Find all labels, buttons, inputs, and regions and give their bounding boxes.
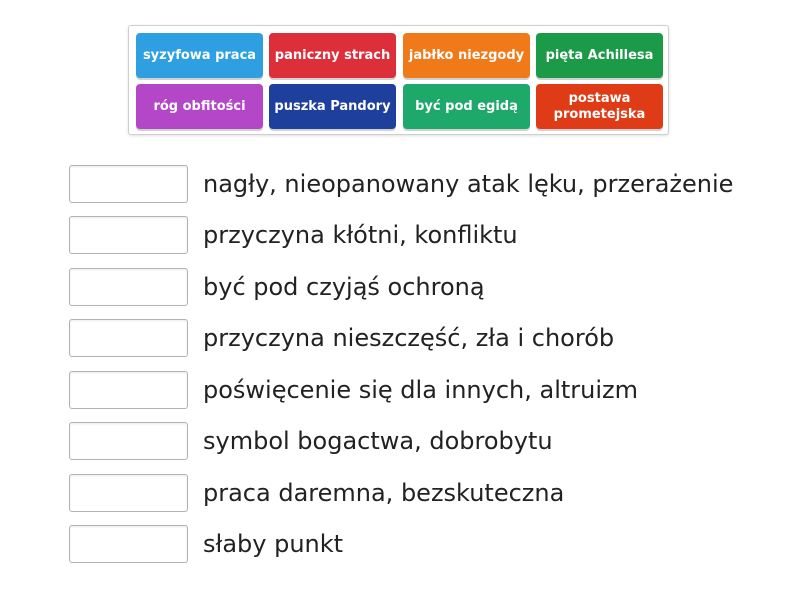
tile-postawa-prometejska[interactable]: postawa prometejska: [536, 84, 663, 129]
definition-5: poświęcenie się dla innych, altruizm: [203, 376, 638, 404]
drop-slot-1[interactable]: [69, 165, 188, 203]
match-row-8: [69, 524, 343, 564]
definition-7: praca daremna, bezskuteczna: [203, 479, 565, 507]
definition-3: być pod czyjąś ochroną: [203, 273, 485, 301]
match-row-4: [69, 318, 614, 358]
drop-slot-4[interactable]: [69, 319, 188, 357]
drop-slot-2[interactable]: [69, 216, 188, 254]
answer-bank: [128, 25, 669, 135]
drop-slot-5[interactable]: [69, 371, 188, 409]
definition-2: przyczyna kłótni, konfliktu: [203, 221, 518, 249]
drop-slot-6[interactable]: [69, 422, 188, 460]
definition-8: słaby punkt: [203, 530, 344, 558]
tile-paniczny-strach[interactable]: paniczny strach: [269, 33, 396, 78]
drop-slot-7[interactable]: [69, 474, 188, 512]
tile-syzyfowa-praca[interactable]: syzyfowa praca: [136, 33, 263, 78]
tile-rog-obfitosci[interactable]: róg obfitości: [136, 84, 263, 129]
tile-puszka-pandory[interactable]: puszka Pandory: [269, 84, 396, 129]
drop-slot-8[interactable]: [69, 525, 188, 563]
tile-jablko-niezgody[interactable]: jabłko niezgody: [403, 33, 530, 78]
definition-1: nagły, nieopanowany atak lęku, przerażenie: [203, 170, 734, 198]
match-row-2: [69, 215, 518, 255]
tile-pieta-achillesa[interactable]: pięta Achillesa: [536, 33, 663, 78]
match-row-5: [69, 370, 638, 410]
match-row-6: [69, 421, 553, 461]
definition-4: przyczyna nieszczęść, zła i chorób: [203, 324, 615, 352]
match-row-1: [69, 164, 733, 204]
match-row-3: [69, 267, 485, 307]
match-row-7: [69, 473, 564, 513]
definition-6: symbol bogactwa, dobrobytu: [203, 427, 553, 455]
drop-slot-3[interactable]: [69, 268, 188, 306]
tile-byc-pod-egida[interactable]: być pod egidą: [403, 84, 530, 129]
